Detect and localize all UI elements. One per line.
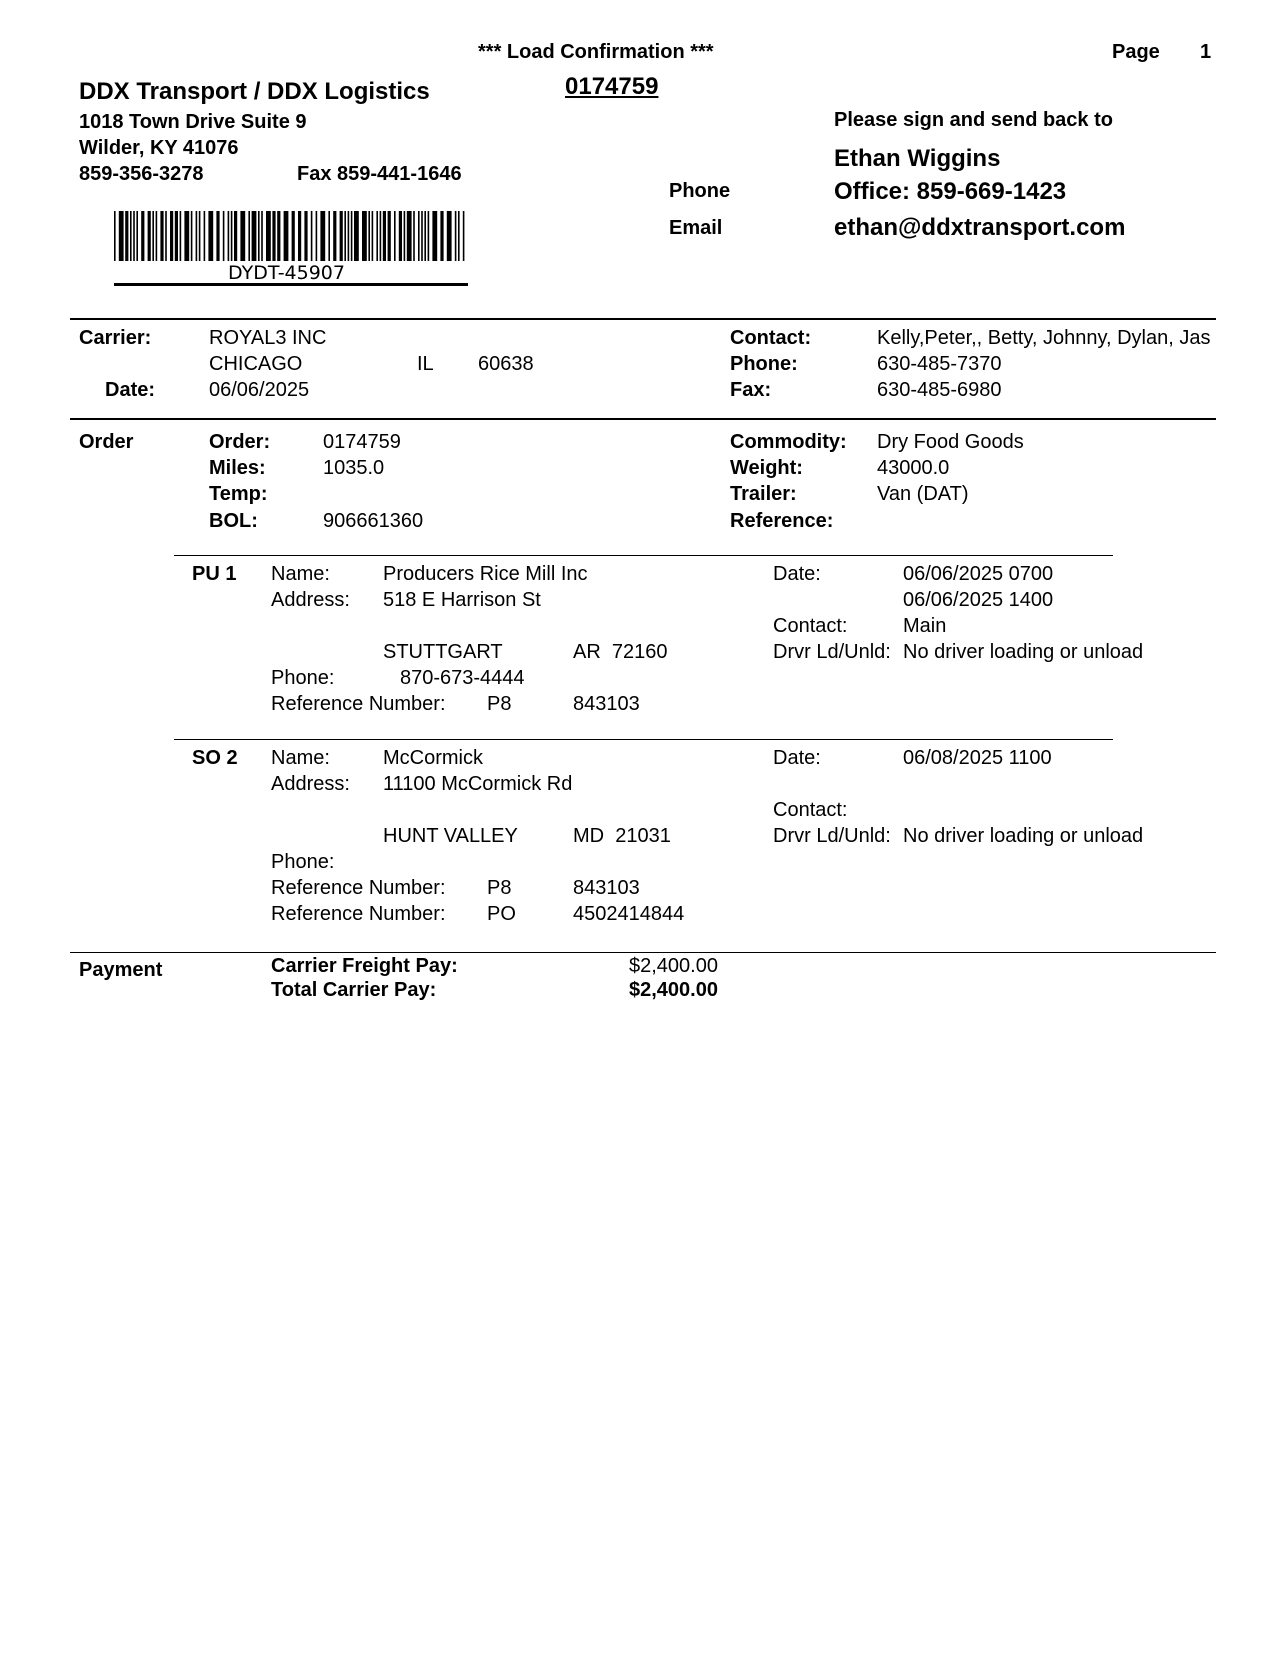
office-phone: Office: 859-669-1423 xyxy=(834,178,1067,205)
stop-date-start: 06/08/2025 1100 xyxy=(903,747,1052,769)
stop-name: McCormick xyxy=(383,747,483,769)
order-number-title: 0174759 xyxy=(565,73,659,100)
stop-name: Producers Rice Mill Inc xyxy=(383,563,588,585)
divider-payment xyxy=(70,952,1216,953)
divider-stop-1 xyxy=(174,555,1113,556)
freight-pay-label: Carrier Freight Pay: xyxy=(271,955,458,977)
stop-contact-label: Contact: xyxy=(773,799,848,821)
stop-address: 11100 McCormick Rd xyxy=(383,773,573,795)
divider-carrier xyxy=(70,318,1216,320)
carrier-phone: 630-485-7370 xyxy=(877,353,1002,375)
stop-date-label: Date: xyxy=(773,747,821,769)
stop-state-zip: AR 72160 xyxy=(573,641,668,663)
carrier-label: Carrier: xyxy=(79,327,152,349)
stop-city: STUTTGART xyxy=(383,641,503,663)
stop-address-label: Address: xyxy=(271,773,350,795)
commodity-value: Dry Food Goods xyxy=(877,431,1024,453)
stop-name-label: Name: xyxy=(271,747,330,769)
divider-stop-2 xyxy=(174,739,1113,740)
email-label: Email xyxy=(669,217,723,239)
divider-order xyxy=(70,418,1216,420)
company-address-line2: Wilder, KY 41076 xyxy=(79,137,239,159)
trailer-value: Van (DAT) xyxy=(877,483,969,505)
stop-state-zip: MD 21031 xyxy=(573,825,671,847)
miles-label: Miles: xyxy=(209,457,266,479)
carrier-date-label: Date: xyxy=(105,379,156,401)
page-label: Page xyxy=(1112,41,1160,63)
stop-ref-type: P8 xyxy=(487,877,512,899)
bol-label: BOL: xyxy=(209,510,258,532)
stop-drvr-label: Drvr Ld/Unld: xyxy=(773,641,891,663)
stop-ref-label: Reference Number: xyxy=(271,903,446,925)
stop-name-label: Name: xyxy=(271,563,330,585)
carrier-phone-label: Phone: xyxy=(730,353,798,375)
carrier-fax-label: Fax: xyxy=(730,379,772,401)
temp-label: Temp: xyxy=(209,483,268,505)
commodity-label: Commodity: xyxy=(730,431,847,453)
carrier-date: 06/06/2025 xyxy=(209,379,310,401)
barcode-text: DYDT-45907 xyxy=(228,262,345,284)
stop-ref-label: Reference Number: xyxy=(271,693,446,715)
barcode-image xyxy=(114,211,468,261)
stop-date-start: 06/06/2025 0700 xyxy=(903,563,1054,585)
stop-ref-value: 843103 xyxy=(573,693,640,715)
stop-address: 518 E Harrison St xyxy=(383,589,541,611)
stop-contact-label: Contact: xyxy=(773,615,848,637)
company-phone: 859-356-3278 xyxy=(79,163,204,185)
carrier-city: CHICAGO xyxy=(209,353,303,375)
stop-drvr-label: Drvr Ld/Unld: xyxy=(773,825,891,847)
trailer-label: Trailer: xyxy=(730,483,797,505)
stop-ref-type: P8 xyxy=(487,693,512,715)
company-address-line1: 1018 Town Drive Suite 9 xyxy=(79,111,307,133)
stop-phone-label: Phone: xyxy=(271,851,335,873)
stop-phone: 870-673-4444 xyxy=(400,667,525,689)
carrier-name: ROYAL3 INC xyxy=(209,327,327,349)
freight-pay-value: $2,400.00 xyxy=(629,955,718,977)
payment-section-label: Payment xyxy=(79,959,163,981)
carrier-zip: 60638 xyxy=(478,353,534,375)
stop-address-label: Address: xyxy=(271,589,350,611)
phone-label: Phone xyxy=(669,180,731,202)
order-value: 0174759 xyxy=(323,431,401,453)
reference-label: Reference: xyxy=(730,510,834,532)
stop-contact: Main xyxy=(903,615,947,637)
stop-date-end: 06/06/2025 1400 xyxy=(903,589,1054,611)
stop-drvr: No driver loading or unload xyxy=(903,641,1144,663)
carrier-contact: Kelly,Peter,, Betty, Johnny, Dylan, Jas xyxy=(877,327,1211,349)
stop-code: PU 1 xyxy=(192,563,237,585)
stop-ref-value: 843103 xyxy=(573,877,640,899)
weight-label: Weight: xyxy=(730,457,803,479)
barcode-underline xyxy=(114,283,468,286)
weight-value: 43000.0 xyxy=(877,457,950,479)
stop-code: SO 2 xyxy=(192,747,238,769)
stop-city: HUNT VALLEY xyxy=(383,825,518,847)
stop-ref-value: 4502414844 xyxy=(573,903,685,925)
stop-date-label: Date: xyxy=(773,563,821,585)
stop-ref-label: Reference Number: xyxy=(271,877,446,899)
total-pay-value: $2,400.00 xyxy=(629,979,718,1001)
stop-drvr: No driver loading or unload xyxy=(903,825,1144,847)
sign-send-label: Please sign and send back to xyxy=(834,109,1113,131)
carrier-contact-label: Contact: xyxy=(730,327,812,349)
document-title: *** Load Confirmation *** xyxy=(478,41,714,63)
order-label: Order: xyxy=(209,431,271,453)
order-section-label: Order xyxy=(79,431,134,453)
carrier-fax: 630-485-6980 xyxy=(877,379,1002,401)
agent-name: Ethan Wiggins xyxy=(834,145,1001,172)
page-number: 1 xyxy=(1200,41,1212,63)
agent-email[interactable]: ethan@ddxtransport.com xyxy=(834,214,1126,241)
company-fax: Fax 859-441-1646 xyxy=(297,163,462,185)
total-pay-label: Total Carrier Pay: xyxy=(271,979,437,1001)
stop-phone-label: Phone: xyxy=(271,667,335,689)
miles-value: 1035.0 xyxy=(323,457,385,479)
company-name: DDX Transport / DDX Logistics xyxy=(79,78,430,105)
bol-value: 906661360 xyxy=(323,510,424,532)
carrier-state: IL xyxy=(417,353,434,375)
stop-ref-type: PO xyxy=(487,903,516,925)
